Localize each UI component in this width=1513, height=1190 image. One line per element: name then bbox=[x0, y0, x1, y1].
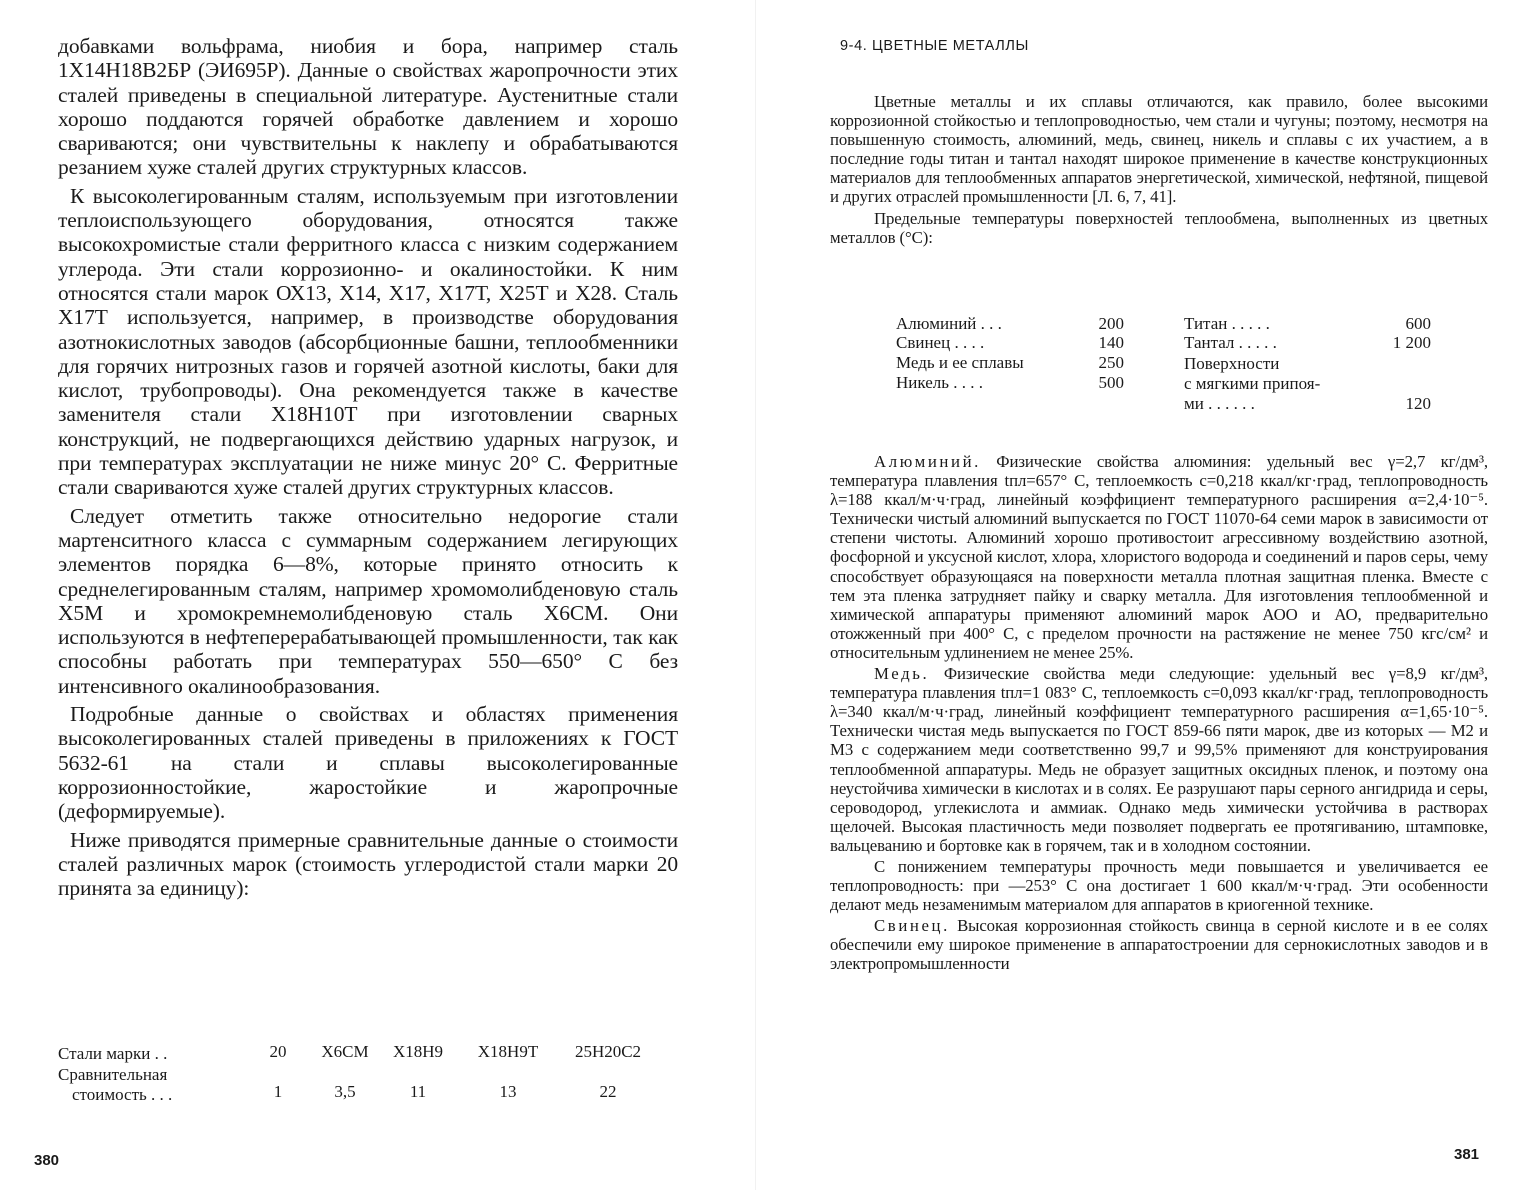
aluminium-text: Физические свойства алюминия: удельный вес γ=2,7 кг/дм³, температура плавления tпл=657° С, теплоемкость c=0,218 ккал/кг·град, теплопроводность λ=188 ккал/м·ч·град, линейный коэффициент температурного расширения α=2,4·10⁻⁵. Технически чистый алюминий выпускается по ГОСТ 11070-64 семи марок в зависимости от степени чистоты. Алюминий хорошо противостоит агрессивному воздействию азотной, фосфорной и уксусной кислот, хлора, хлористого водорода и соединений и паров серы, чему способствует образующаяся на поверхности металла плотная защитная пленка. Вместе с тем эта пленка затрудняет пайку и сварку металла. Для изготовления теплообменной и химической аппаратуры применяют алюминий марок АОО и АО, предварительно отожженный при 400° С, с пределом прочности на растяжение не менее 750 кгс/см² и относительным удлинением не менее 25%. bbox=[830, 452, 1488, 662]
paragraph: Следует отметить также относительно недорогие стали мартенситного класса с суммарным содержанием легирующих элементов порядка 6—8%, которые принято относить к среднелегированным сталям, например хромомолибденовую сталь Х5М и хромокремнемолибденовую сталь Х6СМ. Они используются в нефтеперерабатывающей промышленности, так как способны работать при температурах 550—650° С без интенсивного окалинообразования. bbox=[58, 503, 678, 698]
copper-paragraph bbox=[830, 664, 1488, 855]
right-page bbox=[756, 0, 1513, 1190]
lead-paragraph bbox=[830, 916, 1488, 973]
page-number-left: 380 bbox=[34, 1152, 60, 1169]
left-page-body bbox=[58, 34, 678, 904]
metal-temp: 1 200 bbox=[1392, 333, 1431, 352]
cost-cell: 11 bbox=[409, 1082, 427, 1101]
copper-text: Физические свойства меди следующие: удельный вес γ=8,9 кг/дм³, температура плавления tпл=1 083° С, теплоемкость c=0,093 ккал/кг·град, теплопроводность λ=340 ккал/м·ч·град, линейный коэффициент температурного расширения α=1,65·10⁻⁵. Технически чистая медь выпускается по ГОСТ 859-66 пяти марок, две из которых — М2 и М3 с содержанием меди соответственно 99,7 и 99,5% применяют для конструирования теплообменной аппаратуры. Медь не образует защитных оксидных пленок, и поэтому она неустойчива химически в кислотах и в солях. Ее разрушают пары серного ангидрида и серы, сероводород, углекислота и аммиак. Однако медь химически устойчива в растворах щелочей. Высокая пластичность меди позволяет подвергать ее протягиванию, штамповке, вальцеванию и бортовке как в горячем, так и в холодном состоянии. bbox=[830, 664, 1488, 855]
grade-cell: 25Н20С2 bbox=[574, 1042, 642, 1061]
page-number-right: 381 bbox=[1454, 1146, 1480, 1163]
lead-title: Свинец. bbox=[874, 916, 950, 936]
lead-text: Высокая коррозионная стойкость свинца в серной кислоте и в ее солях обеспечили ему широкое применение в аппаратостроении для сернокислотных заводов и в электропромышленности bbox=[830, 916, 1488, 974]
metal-name: Поверхности bbox=[1184, 354, 1280, 373]
right-body bbox=[830, 452, 1488, 976]
metal-name: Медь и ее сплавы bbox=[896, 353, 1024, 372]
metal-name: ми . . . . . . bbox=[1184, 394, 1255, 413]
aluminium-title: Алюминий. bbox=[874, 452, 981, 471]
cost-label-line2: стоимость . . . bbox=[72, 1085, 173, 1104]
metal-temp: 200 bbox=[1098, 314, 1124, 333]
cost-cell: 22 bbox=[599, 1082, 617, 1101]
metal-temp: 140 bbox=[1098, 333, 1124, 352]
paragraph: К высоколегированным сталям, используемым при изготовлении теплоиспользующего оборудования, относятся также высокохромистые стали ферритного класса с низким содержанием углерода. Эти стали коррозионно- и окалиностойки. К ним относятся стали марок ОХ13, Х14, Х17, Х17Т, Х25Т и Х28. Сталь Х17Т используется, например, в производстве оборудования азотнокислотных заводов (абсорбционные башни, теплообменники для горячих нитрозных газов и горячей азотной кислоты, баки для кислот, трубопроводы). Она рекомендуется также в качестве заменителя стали Х18Н10Т при изготовлении сварных конструкций, не подвергающихся действию ударных нагрузок, и при температурах эксплуатации не ниже минус 20° С. Ферритные стали свариваются хуже сталей других структурных классов. bbox=[58, 183, 678, 500]
paragraph: Подробные данные о свойствах и областях применения высоколегированных сталей приведены в приложениях к ГОСТ 5632-61 на стали и сплавы высоколегированные коррозионностойкие, жаростойкие и жаропрочные (деформируемые). bbox=[58, 702, 678, 824]
metal-temp: 250 bbox=[1098, 353, 1124, 372]
grade-cell: 20 bbox=[269, 1042, 287, 1061]
copper-paragraph-2: С понижением температуры прочность меди повышается и увеличивается ее теплопроводность: при —253° С она достигает 1 600 ккал/м·ч·град. Эти особенности делают медь незаменимым материалом для аппаратов в криогенной технике. bbox=[830, 856, 1488, 915]
metal-temp: 600 bbox=[1405, 314, 1431, 333]
metal-name: с мягкими припоя- bbox=[1184, 374, 1321, 393]
metal-name: Титан . . . . . bbox=[1184, 314, 1270, 333]
aluminium-paragraph bbox=[830, 452, 1488, 662]
cost-cell: 3,5 bbox=[334, 1082, 356, 1101]
paragraph: Цветные металлы и их сплавы отличаются, как правило, более высокими коррозионной стойкостью и теплопроводностью, чем стали и чугуны; поэтому, несмотря на повышенную стоимость, алюминий, медь, свинец, никель и сплавы с их участием, а в последние годы титан и тантал находят широкое применение в качестве конструкционных материалов для теплообменных аппаратов энергетической, химической, нефтяной, пищевой и других отраслей промышленности [Л. 6, 7, 41]. bbox=[830, 92, 1488, 207]
grade-cell: Х18Н9Т bbox=[477, 1042, 539, 1061]
metal-name: Свинец . . . . bbox=[896, 333, 985, 352]
cost-cell: 1 bbox=[273, 1082, 283, 1101]
right-intro bbox=[830, 92, 1488, 249]
metal-temp: 120 bbox=[1405, 394, 1431, 413]
section-heading: 9-4. ЦВЕТНЫЕ МЕТАЛЛЫ bbox=[840, 38, 1029, 54]
paragraph: Предельные температуры поверхностей теплообмена, выполненных из цветных металлов (°С): bbox=[830, 208, 1488, 247]
metal-name: Никель . . . . bbox=[896, 373, 983, 392]
metal-name: Тантал . . . . . bbox=[1184, 333, 1277, 352]
left-page bbox=[0, 0, 756, 1190]
cost-label-line1: Сравнительная bbox=[58, 1065, 168, 1084]
paragraph: Ниже приводятся примерные сравнительные данные о стоимости сталей различных марок (стоимость углеродистой стали марки 20 принята за единицу): bbox=[58, 827, 678, 901]
grades-label: Стали марки . . bbox=[58, 1044, 168, 1063]
grade-cell: Х18Н9 bbox=[392, 1042, 444, 1061]
grade-cell: Х6СМ bbox=[321, 1042, 369, 1061]
metal-name: Алюминий . . . bbox=[896, 314, 1002, 333]
paragraph: добавками вольфрама, ниобия и бора, например сталь 1Х14Н18В2БР (ЭИ695Р). Данные о свойствах жаропрочности этих сталей приведены в специальной литературе. Аустенитные стали хорошо поддаются горячей обработке давлением и хорошо свариваются; они чувствительны к наклепу и обрабатываются резанием хуже сталей других структурных классов. bbox=[58, 34, 678, 180]
cost-cell: 13 bbox=[499, 1082, 517, 1101]
copper-title: Медь. bbox=[874, 664, 930, 684]
metal-temp: 500 bbox=[1098, 373, 1124, 392]
